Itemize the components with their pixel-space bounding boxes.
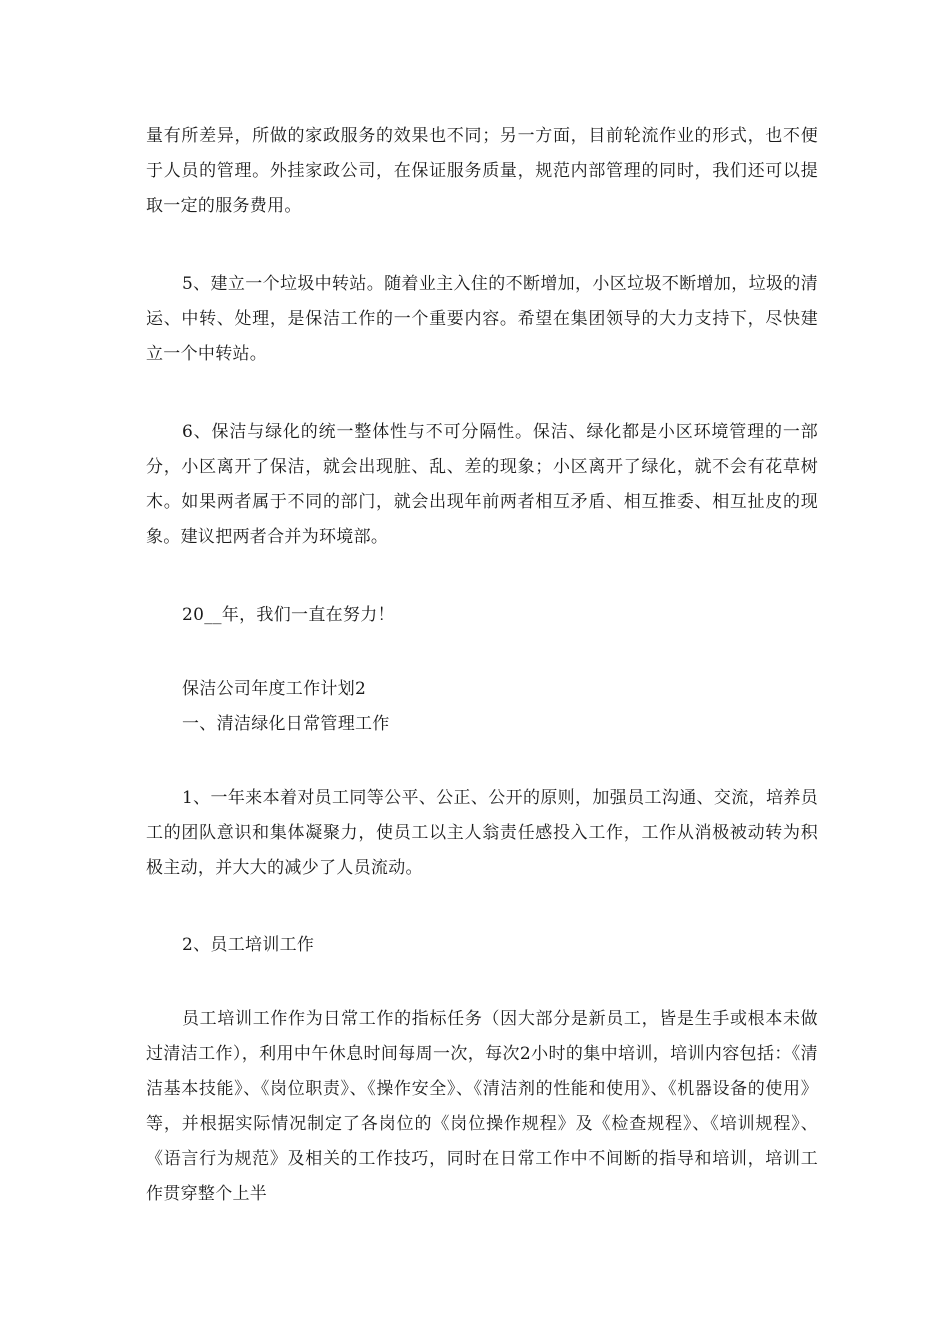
paragraph-staff-training-heading: 2、员工培训工作 — [182, 935, 315, 955]
section-heading-daily-management: 一、清洁绿化日常管理工作 — [182, 714, 390, 734]
paragraph-garbage-station: 5、建立一个垃圾中转站。随着业主入住的不断增加，小区垃圾不断增加，垃圾的清运、中转、处理，是保洁工作的一个重要内容。希望在集团领导的大力支持下，尽快建立一个中转站。 — [146, 274, 818, 364]
paragraph-household-service: 量有所差异，所做的家政服务的效果也不同；另一方面，目前轮流作业的形式，也不便于人员的管理。外挂家政公司，在保证服务质量，规范内部管理的同时，我们还可以提取一定的服务费用。 — [146, 126, 818, 216]
section-title-plan-2: 保洁公司年度工作计划2 — [182, 679, 367, 699]
paragraph-cleaning-greening: 6、保洁与绿化的统一整体性与不可分隔性。保洁、绿化都是小区环境管理的一部分，小区离开了保洁，就会出现脏、乱、差的现象；小区离开了绿化，就不会有花草树木。如果两者属于不同的部门，就会出现年前两者相互矛盾、相互推委、相互扯皮的现象。建议把两者合并为环境部。 — [146, 422, 818, 547]
paragraph-effort: 20__年，我们一直在努力！ — [182, 605, 395, 625]
paragraph-staff-training-body: 员工培训工作作为日常工作的指标任务（因大部分是新员工，皆是生手或根本未做过清洁工作），利用中午休息时间每周一次，每次2小时的集中培训，培训内容包括：《清洁基本技能》、《岗位职责》、《操作安全》、《清洁剂的性能和使用》、《机器设备的使用》等，并根据实际情况制定了各岗位的《岗位操作规程》及《检查规程》、《培训规程》、《语言行为规范》及相关的工作技巧，同时在日常工作中不间断的指导和培训，培训工作贯穿整个上半 — [146, 1009, 818, 1204]
paragraph-staff-principles: 1、一年来本着对员工同等公平、公正、公开的原则，加强员工沟通、交流，培养员工的团队意识和集体凝聚力，使员工以主人翁责任感投入工作，工作从消极被动转为积极主动，并大大的减少了人员流动。 — [146, 788, 818, 878]
